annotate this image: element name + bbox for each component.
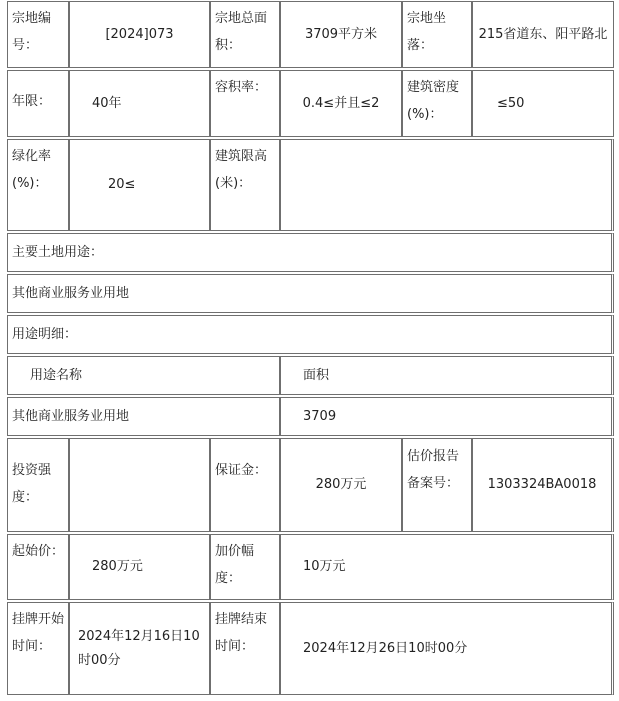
far-label: 容积率： xyxy=(210,70,280,137)
total-area-label: 宗地总面积： xyxy=(210,1,280,68)
height-limit-label: 建筑限高(米)： xyxy=(210,139,280,231)
deposit-label: 保证金： xyxy=(210,438,280,532)
starting-price-label: 起始价： xyxy=(7,534,69,600)
location-value: 215省道东、阳平路北 xyxy=(472,1,614,68)
increment-label: 加价幅度： xyxy=(210,534,280,600)
density-label: 建筑密度(%)： xyxy=(402,70,472,137)
far-value: 0.4≤并且≤2 xyxy=(280,70,402,137)
land-use-label: 主要土地用途： xyxy=(7,233,614,272)
increment-value: 10万元 xyxy=(280,534,614,600)
appraisal-report-label: 估价报告备案号： xyxy=(402,438,472,532)
starting-price-value: 280万元 xyxy=(69,534,210,600)
land-use-value: 其他商业服务业用地 xyxy=(7,274,614,313)
height-limit-value xyxy=(280,139,614,231)
detail-use-area: 3709 xyxy=(280,397,614,436)
listing-end-value: 2024年12月26日10时00分 xyxy=(280,602,614,695)
parcel-number-label: 宗地编号： xyxy=(7,1,69,68)
green-rate-label: 绿化率(%)： xyxy=(7,139,69,231)
investment-value xyxy=(69,438,210,532)
detail-use-name: 其他商业服务业用地 xyxy=(7,397,280,436)
appraisal-report-value: 1303324BA0018 xyxy=(472,438,614,532)
listing-start-value: 2024年12月16日10时00分 xyxy=(69,602,210,695)
parcel-number-value: [2024]073 xyxy=(69,1,210,68)
total-area-value: 3709平方米 xyxy=(280,1,402,68)
term-value: 40年 xyxy=(69,70,210,137)
deposit-value: 280万元 xyxy=(280,438,402,532)
location-label: 宗地坐落： xyxy=(402,1,472,68)
use-detail-label: 用途明细： xyxy=(7,315,614,354)
green-rate-value: 20≤ xyxy=(69,139,210,231)
detail-header-name: 用途名称 xyxy=(7,356,280,395)
term-label: 年限： xyxy=(7,70,69,137)
listing-start-label: 挂牌开始时间： xyxy=(7,602,69,695)
detail-header-area: 面积 xyxy=(280,356,614,395)
investment-label: 投资强度： xyxy=(7,438,69,532)
listing-end-label: 挂牌结束时间： xyxy=(210,602,280,695)
density-value: ≤50 xyxy=(472,70,614,137)
